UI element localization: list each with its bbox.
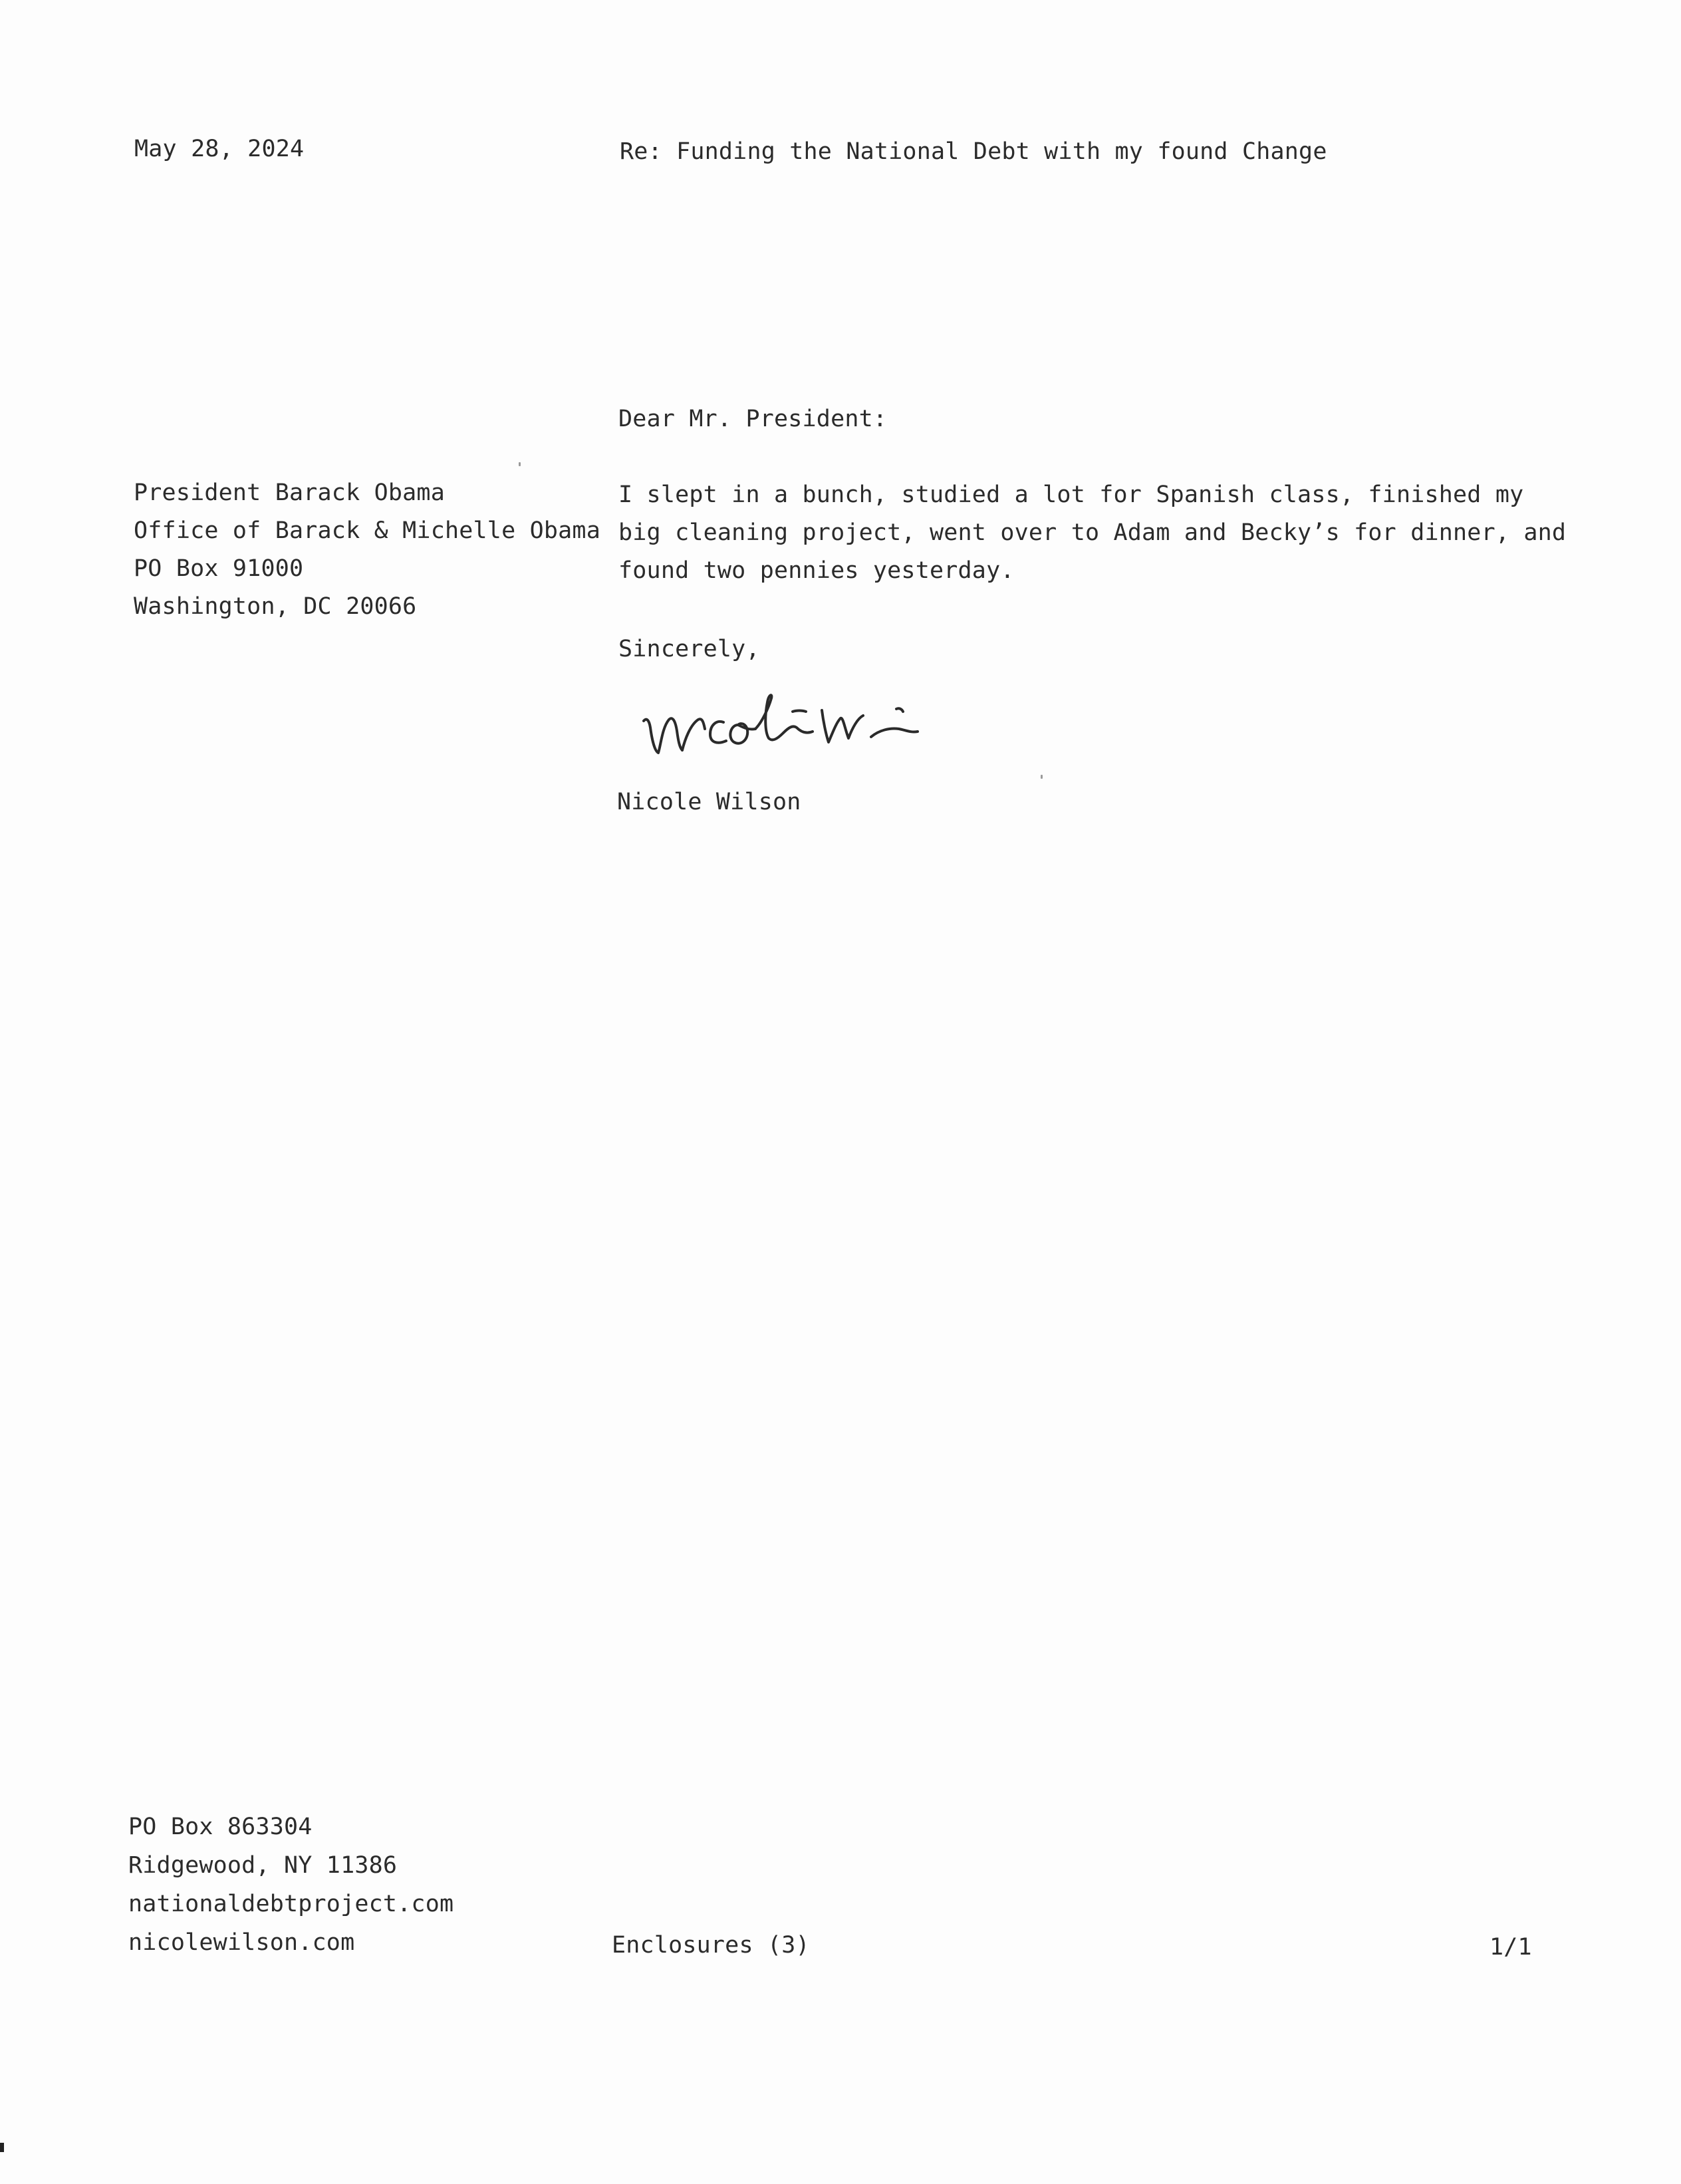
letter-body xyxy=(618,476,1566,590)
recipient-address xyxy=(134,474,600,626)
paper-speck xyxy=(519,462,521,466)
handwritten-signature xyxy=(638,681,971,767)
page-number: 1/1 xyxy=(1489,1934,1532,1961)
recipient-line: Washington, DC 20066 xyxy=(134,593,417,620)
letter-subject: Re: Funding the National Debt with my found Change xyxy=(620,138,1327,165)
body-line: I slept in a bunch, studied a lot for Spanish class, finished my xyxy=(618,481,1524,508)
letter-date: May 28, 2024 xyxy=(134,136,305,162)
sender-footer-address xyxy=(128,1808,453,1963)
recipient-line: Office of Barack & Michelle Obama xyxy=(134,517,600,544)
footer-line: PO Box 863304 xyxy=(128,1814,313,1840)
recipient-line: President Barack Obama xyxy=(134,479,445,506)
signer-name: Nicole Wilson xyxy=(617,789,801,815)
closing: Sincerely, xyxy=(618,636,760,662)
footer-link-line: nicolewilson.com xyxy=(128,1929,355,1956)
paper-speck xyxy=(1041,775,1043,779)
scan-edge-mark xyxy=(0,2143,4,2152)
body-line: found two pennies yesterday. xyxy=(618,557,1015,584)
body-line: big cleaning project, went over to Adam and Becky’s for dinner, and xyxy=(618,519,1567,546)
recipient-line: PO Box 91000 xyxy=(134,555,304,582)
enclosures-note: Enclosures (3) xyxy=(612,1932,810,1959)
salutation: Dear Mr. President: xyxy=(618,406,888,432)
footer-link-line: nationaldebtproject.com xyxy=(128,1891,454,1917)
footer-line: Ridgewood, NY 11386 xyxy=(128,1852,398,1879)
